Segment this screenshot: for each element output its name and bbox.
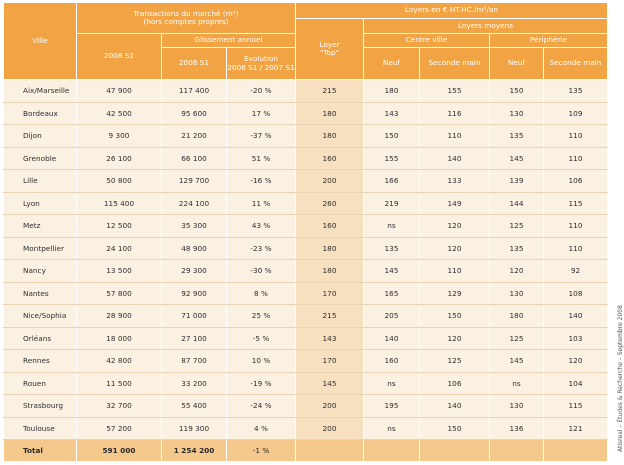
cell-cv-neuf: ns [364,417,420,440]
cell-loyer-top: 160 [296,147,364,170]
cell-cv-neuf: 165 [364,282,420,305]
cell-glissement-2008: 119 300 [162,417,227,440]
cell-glissement-2008: 27 100 [162,327,227,350]
cell-glissement-2008: 87 700 [162,350,227,373]
cell-evolution: 4 % [227,417,296,440]
cell-cv-seconde-main: 133 [420,170,490,193]
cell-glissement-2008: 35 300 [162,215,227,238]
header-year: 2008 S1 [77,34,162,80]
source-credit: Atisreal – Études & Recherche – Septembre 2008 [617,305,624,452]
cell-evolution: -30 % [227,260,296,283]
cell-p-seconde-main: 103 [544,327,608,350]
cell-glissement-2008: 48 900 [162,237,227,260]
cell-glissement-2008: 129 700 [162,170,227,193]
cell-city: Lyon [4,192,77,215]
cell-p-neuf: 125 [490,327,544,350]
cell-city: Strasbourg [4,395,77,418]
cell-glissement-2008: 66 100 [162,147,227,170]
cell-cv-seconde-main: 129 [420,282,490,305]
cell-evolution: 25 % [227,305,296,328]
table-row [4,350,608,373]
cell-p-neuf: 135 [490,237,544,260]
cell-evolution: 10 % [227,350,296,373]
cell-glissement-2008: 33 200 [162,372,227,395]
total-empty-cell [364,440,420,462]
cell-loyer-top: 260 [296,192,364,215]
cell-transactions-2008: 11 500 [77,372,162,395]
cell-glissement-2008: 117 400 [162,80,227,103]
cell-loyer-top: 215 [296,305,364,328]
cell-loyer-top: 180 [296,125,364,148]
cell-cv-neuf: 150 [364,125,420,148]
cell-loyer-top: 180 [296,102,364,125]
cell-p-neuf: 145 [490,350,544,373]
header-glissement: Glissement annuel [162,34,296,48]
cell-transactions-2008: 9 300 [77,125,162,148]
header-peripherie: Périphérie [490,34,608,48]
cell-p-seconde-main: 104 [544,372,608,395]
cell-transactions-2008: 32 700 [77,395,162,418]
total-evolution: -1 % [227,440,296,462]
cell-city: Montpellier [4,237,77,260]
cell-cv-seconde-main: 149 [420,192,490,215]
cell-city: Toulouse [4,417,77,440]
cell-transactions-2008: 47 900 [77,80,162,103]
table-row [4,192,608,215]
cell-p-seconde-main: 121 [544,417,608,440]
cell-cv-seconde-main: 150 [420,417,490,440]
table-row [4,260,608,283]
cell-cv-seconde-main: 120 [420,327,490,350]
cell-transactions-2008: 28 900 [77,305,162,328]
cell-evolution: 11 % [227,192,296,215]
total-empty-cell [544,440,608,462]
cell-evolution: -19 % [227,372,296,395]
cell-cv-neuf: 140 [364,327,420,350]
table-row [4,395,608,418]
header-cv-neuf: Neuf [364,48,420,80]
cell-glissement-2008: 21 200 [162,125,227,148]
header-p-neuf: Neuf [490,48,544,80]
cell-transactions-2008: 42 500 [77,102,162,125]
cell-city: Rouen [4,372,77,395]
cell-city: Metz [4,215,77,238]
cell-p-seconde-main: 115 [544,395,608,418]
cell-loyer-top: 145 [296,372,364,395]
cell-cv-neuf: ns [364,372,420,395]
table-row [4,237,608,260]
cell-p-seconde-main: 109 [544,102,608,125]
cell-cv-neuf: ns [364,215,420,238]
cell-transactions-2008: 42 800 [77,350,162,373]
cell-transactions-2008: 24 100 [77,237,162,260]
cell-cv-seconde-main: 140 [420,395,490,418]
header-centre-ville: Centre ville [364,34,490,48]
cell-cv-seconde-main: 110 [420,125,490,148]
cell-city: Nantes [4,282,77,305]
header-loyers: Loyers en € HT.HC./m²/an [296,3,608,19]
cell-p-neuf: ns [490,372,544,395]
total-empty-cell [296,440,364,462]
cell-cv-seconde-main: 150 [420,305,490,328]
total-empty-cell [490,440,544,462]
header-city: Ville [4,3,77,80]
cell-cv-seconde-main: 125 [420,350,490,373]
cell-loyer-top: 143 [296,327,364,350]
cell-cv-seconde-main: 106 [420,372,490,395]
table-row [4,125,608,148]
table-row [4,102,608,125]
cell-glissement-2008: 55 400 [162,395,227,418]
cell-glissement-2008: 224 100 [162,192,227,215]
cell-loyer-top: 200 [296,395,364,418]
cell-p-seconde-main: 120 [544,350,608,373]
table-row [4,305,608,328]
cell-loyer-top: 200 [296,170,364,193]
cell-city: Orléans [4,327,77,350]
table-row [4,170,608,193]
table-row [4,215,608,238]
cell-evolution: -16 % [227,170,296,193]
cell-cv-neuf: 143 [364,102,420,125]
cell-transactions-2008: 12 500 [77,215,162,238]
cell-glissement-2008: 95 600 [162,102,227,125]
cell-p-neuf: 130 [490,395,544,418]
cell-cv-neuf: 166 [364,170,420,193]
cell-cv-neuf: 135 [364,237,420,260]
cell-cv-neuf: 180 [364,80,420,103]
table-row [4,80,608,103]
cell-p-neuf: 180 [490,305,544,328]
cell-p-seconde-main: 110 [544,215,608,238]
header-loyers-moyens: Loyers moyens [364,19,608,34]
cell-evolution: 51 % [227,147,296,170]
cell-loyer-top: 160 [296,215,364,238]
cell-city: Rennes [4,350,77,373]
cell-cv-seconde-main: 120 [420,237,490,260]
cell-transactions-2008: 13 500 [77,260,162,283]
cell-p-neuf: 145 [490,147,544,170]
cell-city: Grenoble [4,147,77,170]
cell-p-neuf: 135 [490,125,544,148]
cell-evolution: 43 % [227,215,296,238]
cell-p-neuf: 130 [490,102,544,125]
cell-p-seconde-main: 106 [544,170,608,193]
cell-p-neuf: 130 [490,282,544,305]
cell-cv-neuf: 219 [364,192,420,215]
cell-cv-neuf: 155 [364,147,420,170]
cell-evolution: -23 % [227,237,296,260]
header-p-seconde-main: Seconde main [544,48,608,80]
cell-cv-neuf: 145 [364,260,420,283]
table-row [4,372,608,395]
cell-p-seconde-main: 135 [544,80,608,103]
cell-evolution: -20 % [227,80,296,103]
cell-p-neuf: 120 [490,260,544,283]
cell-cv-seconde-main: 140 [420,147,490,170]
cell-city: Nice/Sophia [4,305,77,328]
cell-loyer-top: 200 [296,417,364,440]
market-table-container [3,2,607,461]
cell-cv-seconde-main: 155 [420,80,490,103]
total-glissement-2008: 1 254 200 [162,440,227,462]
cell-p-neuf: 136 [490,417,544,440]
header-transactions: Transactions du marché (m²) (hors comptes propres) [77,3,296,34]
cell-cv-seconde-main: 116 [420,102,490,125]
cell-cv-neuf: 160 [364,350,420,373]
cell-city: Aix/Marseille [4,80,77,103]
cell-loyer-top: 170 [296,282,364,305]
cell-p-neuf: 125 [490,215,544,238]
cell-evolution: -5 % [227,327,296,350]
cell-cv-neuf: 195 [364,395,420,418]
cell-transactions-2008: 50 800 [77,170,162,193]
cell-city: Lille [4,170,77,193]
cell-p-seconde-main: 92 [544,260,608,283]
cell-p-neuf: 150 [490,80,544,103]
cell-cv-neuf: 205 [364,305,420,328]
table-row [4,147,608,170]
cell-p-neuf: 139 [490,170,544,193]
cell-evolution: 17 % [227,102,296,125]
cell-p-seconde-main: 115 [544,192,608,215]
cell-p-seconde-main: 108 [544,282,608,305]
cell-p-seconde-main: 110 [544,237,608,260]
cell-evolution: -37 % [227,125,296,148]
cell-p-seconde-main: 110 [544,147,608,170]
cell-loyer-top: 215 [296,80,364,103]
table-row [4,327,608,350]
market-table [3,2,608,461]
cell-cv-seconde-main: 120 [420,215,490,238]
cell-loyer-top: 180 [296,260,364,283]
cell-city: Dijon [4,125,77,148]
header-gl-year: 2008 S1 [162,48,227,80]
cell-evolution: -24 % [227,395,296,418]
total-empty-cell [420,440,490,462]
cell-glissement-2008: 92 900 [162,282,227,305]
cell-p-seconde-main: 140 [544,305,608,328]
header-loyer-top: Loyer "Top" [296,19,364,80]
cell-loyer-top: 180 [296,237,364,260]
table-row [4,417,608,440]
cell-transactions-2008: 57 200 [77,417,162,440]
cell-transactions-2008: 57 800 [77,282,162,305]
cell-glissement-2008: 71 000 [162,305,227,328]
cell-cv-seconde-main: 110 [420,260,490,283]
cell-glissement-2008: 29 300 [162,260,227,283]
cell-loyer-top: 170 [296,350,364,373]
cell-transactions-2008: 115 400 [77,192,162,215]
header-evolution: Evolution 2008 S1 / 2007 S1 [227,48,296,80]
total-row [4,440,608,462]
cell-p-seconde-main: 110 [544,125,608,148]
header-cv-seconde-main: Seconde main [420,48,490,80]
total-label: Total [4,440,77,462]
cell-transactions-2008: 26 100 [77,147,162,170]
cell-transactions-2008: 18 000 [77,327,162,350]
cell-city: Nancy [4,260,77,283]
cell-p-neuf: 144 [490,192,544,215]
total-transactions-2008: 591 000 [77,440,162,462]
table-row [4,282,608,305]
cell-city: Bordeaux [4,102,77,125]
cell-evolution: 8 % [227,282,296,305]
